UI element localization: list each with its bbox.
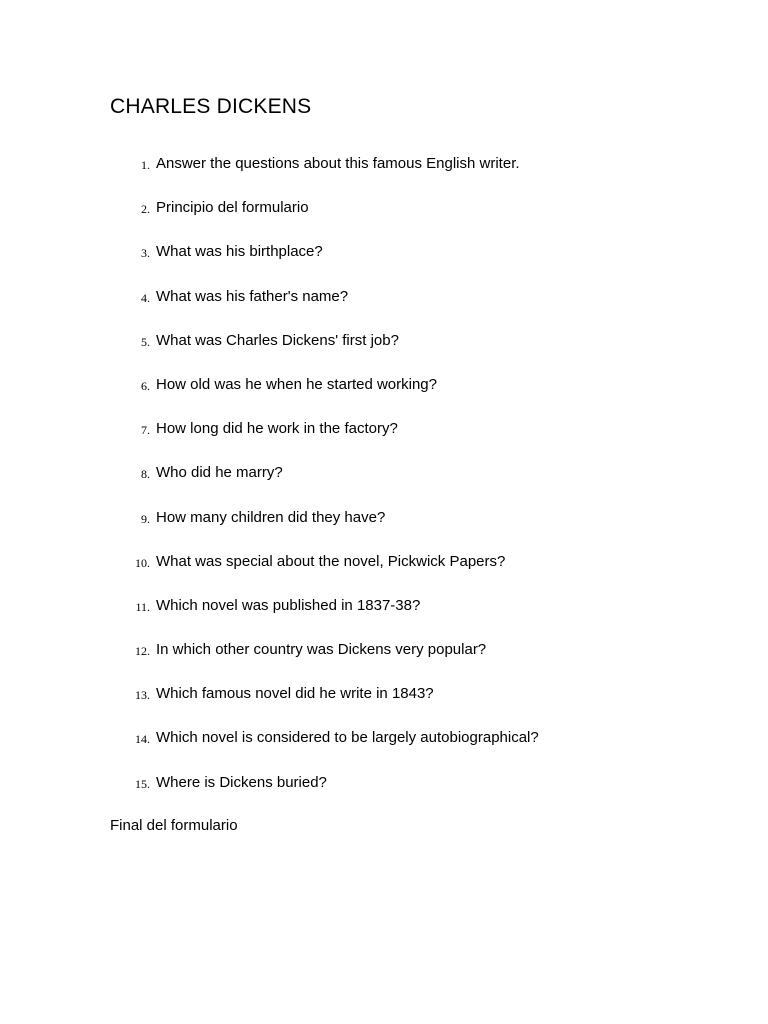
list-item-number: 6. [141,378,150,393]
page-title: CHARLES DICKENS [110,95,312,118]
list-item-text: What was Charles Dickens' first job? [156,331,399,349]
list-item [0,726,768,770]
list-item [0,461,768,505]
list-item-text: How long did he work in the factory? [156,420,398,438]
list-item-number: 9. [141,511,150,526]
list-item [0,329,768,373]
list-item-number: 4. [141,290,150,305]
list-item [0,506,768,550]
list-item-number: 10. [135,555,150,570]
list-item-text: Which famous novel did he write in 1843? [156,685,434,703]
list-item-number: 1. [141,158,150,172]
list-item-number: 15. [135,776,150,791]
list-item-number: 7. [141,423,150,438]
list-item-number: 14. [135,732,150,747]
list-item [0,682,768,726]
list-item [0,594,768,638]
list-item [0,550,768,594]
list-item-text: Where is Dickens buried? [156,773,327,791]
list-item-text: In which other country was Dickens very popular? [156,641,487,659]
list-item-text: How many children did they have? [156,508,386,526]
list-item-text: What was his father's name? [156,287,349,305]
list-item-text: What was his birthplace? [156,243,323,261]
list-item [0,196,768,240]
list-item-number: 12. [135,644,150,659]
list-item [0,240,768,284]
list-item-number: 2. [141,202,150,217]
list-item-text: Answer the questions about this famous English writer. [156,155,520,172]
list-item-text: Who did he marry? [156,464,283,482]
list-item-text: How old was he when he started working? [156,375,437,393]
form-end-label: Final del formulario [110,817,238,834]
list-item-text: Principio del formulario [156,199,309,217]
list-item-number: 5. [141,334,150,349]
list-item [0,152,768,196]
list-item-number: 11. [135,599,150,614]
list-item-text: Which novel is considered to be largely autobiographical? [156,729,539,747]
list-item-text: What was special about the novel, Pickwick Papers? [156,552,506,570]
list-item-text: Which novel was published in 1837-38? [156,596,421,614]
list-item-number: 8. [141,467,150,482]
list-item-number: 13. [135,688,150,703]
list-item [0,285,768,329]
list-item [0,771,768,815]
question-list [0,152,768,815]
list-item [0,373,768,417]
list-item-number: 3. [141,246,150,261]
list-item [0,638,768,682]
list-item [0,417,768,461]
